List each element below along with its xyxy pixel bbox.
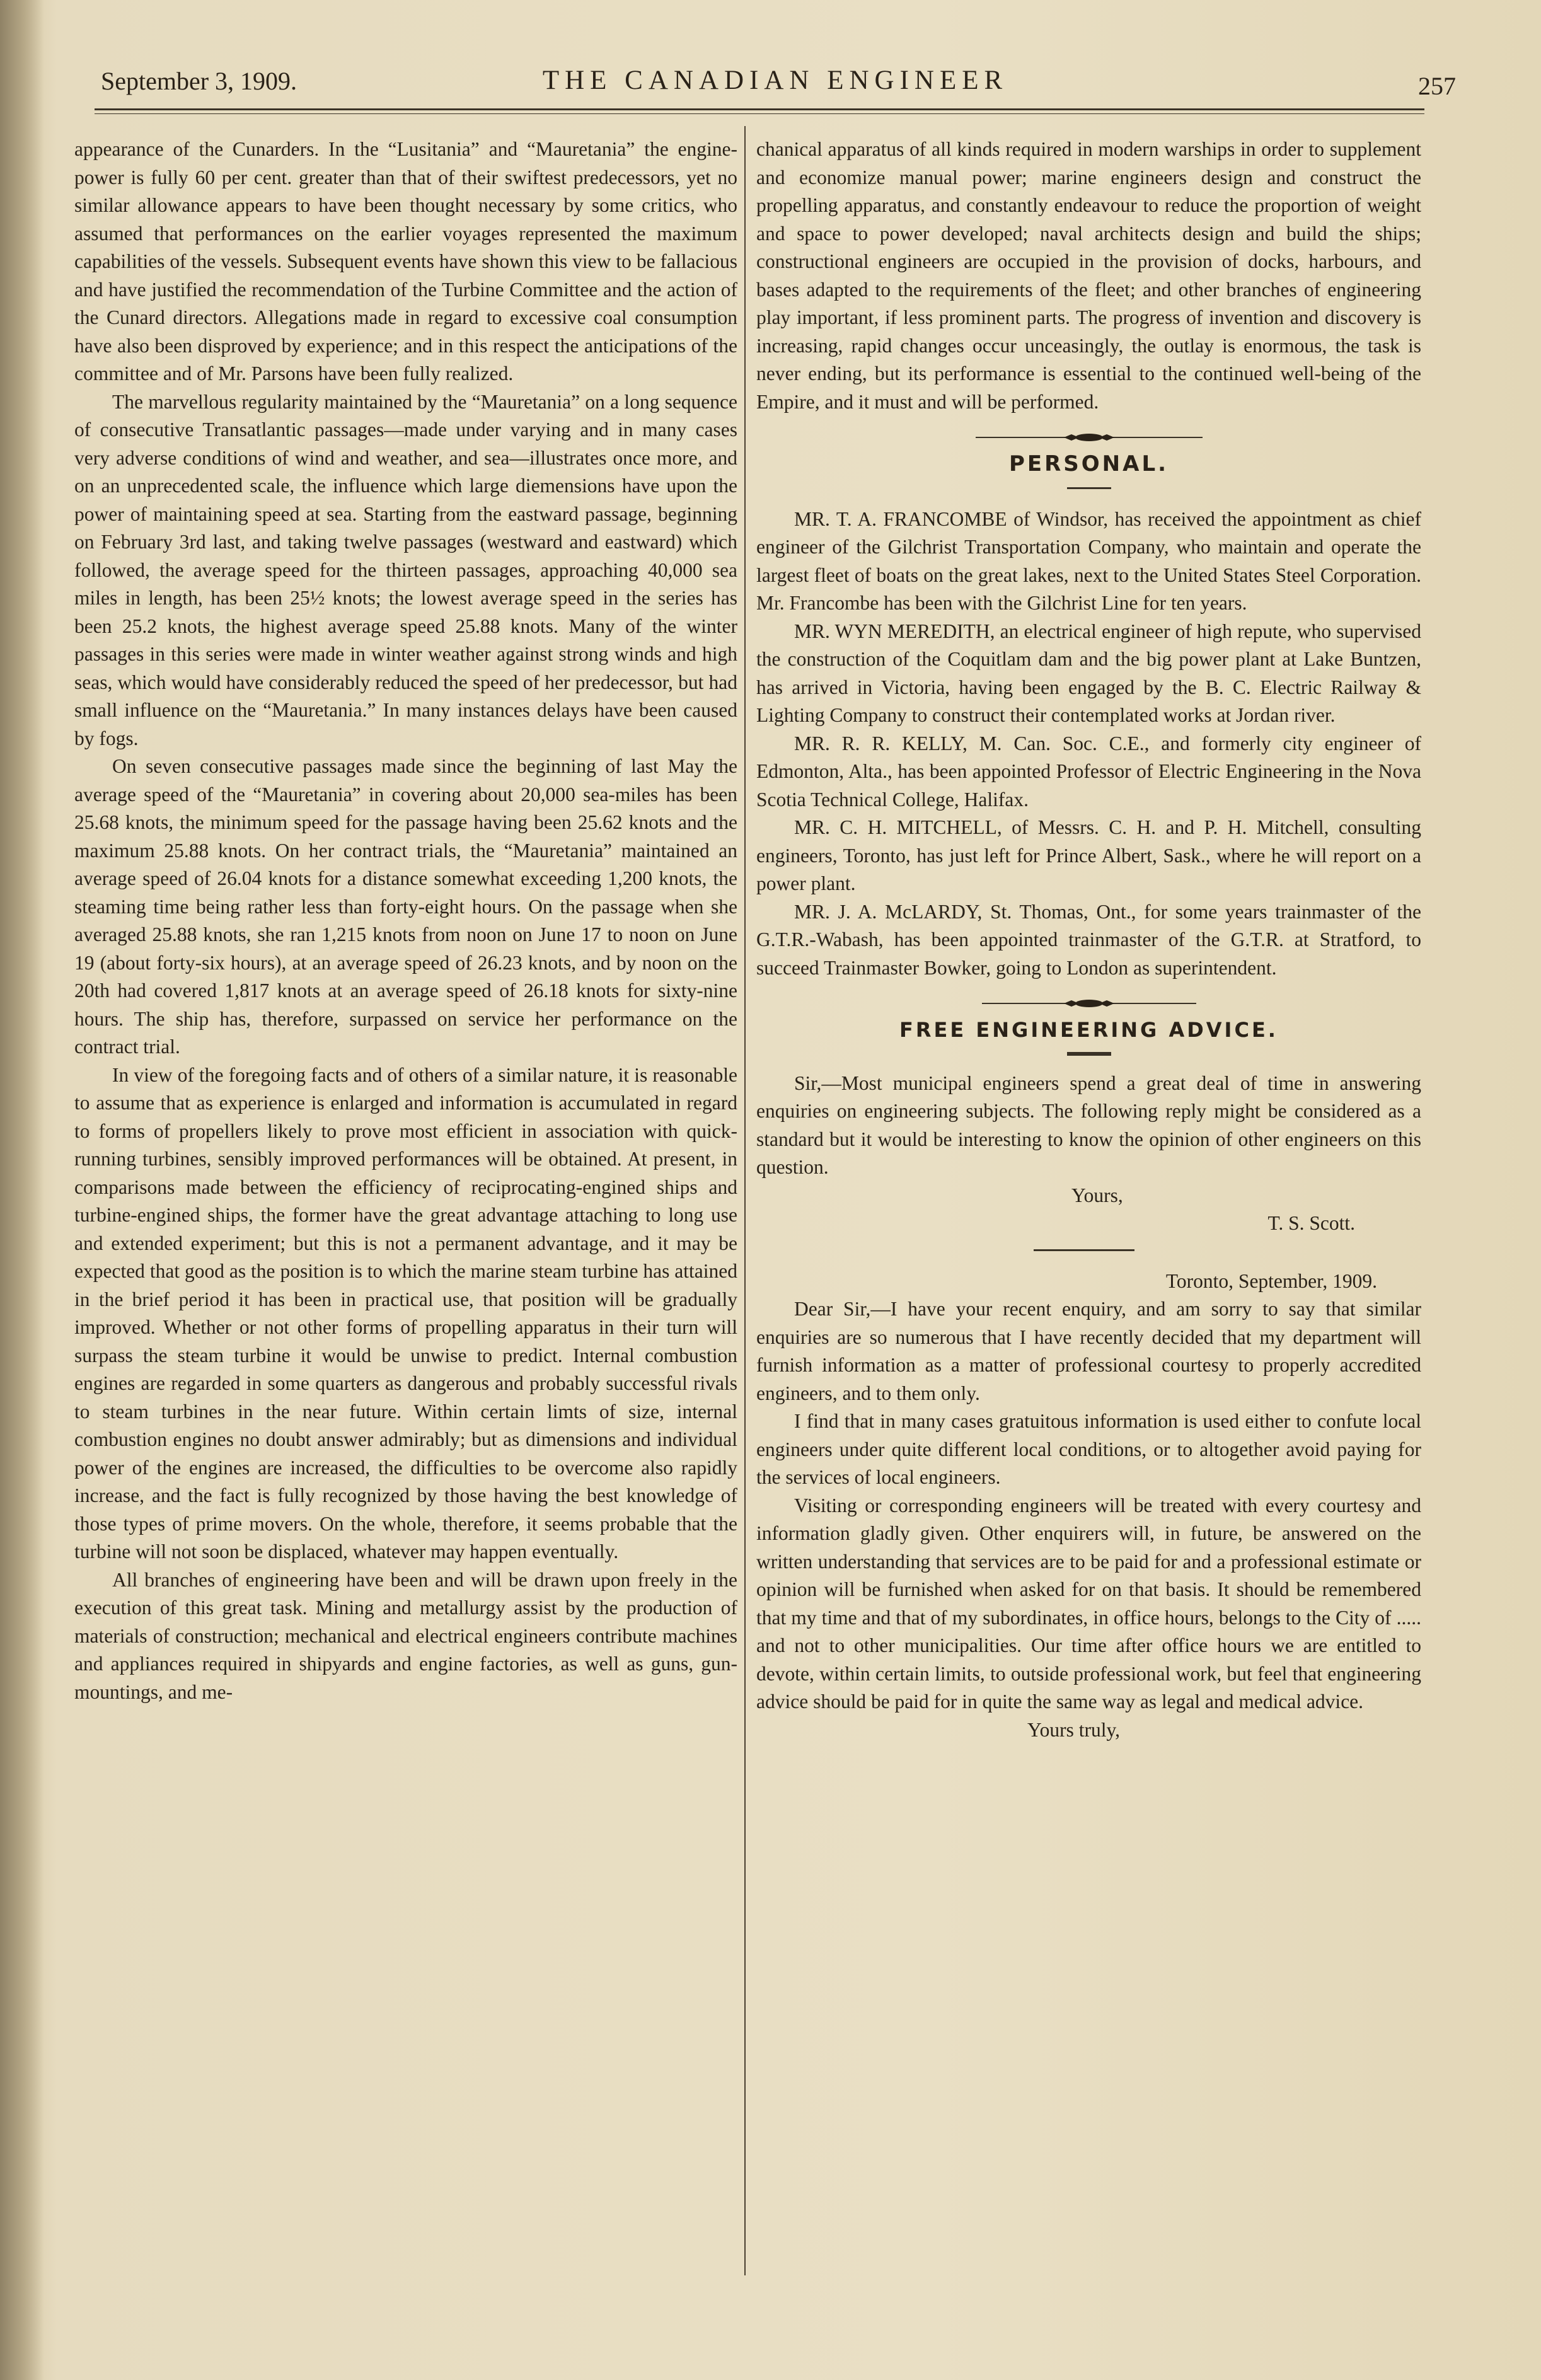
advice-signature: T. S. Scott. [1267,1212,1355,1234]
right-column [756,136,1421,1744]
left-paragraph-5: All branches of engineering have been and will be drawn upon freely in the execution of this great task. Mining and metallurgy assist by the production of materials of construction; mechanical and electrical engineers contribute machines and appliances required in shipyards and engine factories, as well as guns, gun-mountings, and me- [74,1568,737,1703]
letter-paragraph: Visiting or corresponding engineers will be treated with every courtesy and information gladly given. Other enquirers will, in future, be answered on the written understanding that services are to be paid for and a professional estimate or opinion will be furnished when asked for on that basis. It should be remembered that my time and that of my subordinates, in office hours, belongs to the City of ..... and not to other municipalities. Our time after office hours we are entitled to devote, within certain limits, to outside professional work, but feel that engineering advice should be paid for in quite the same way as legal and medical advice. [756,1494,1421,1713]
personal-heading-rule [1067,487,1111,489]
letter-paragraph: Dear Sir,—I have your recent enquiry, and am sorry to say that similar enquiries are so numerous that I have recently decided that my department will furnish information as a matter of professional courtesy to properly accredited engineers, and to them only. [756,1298,1421,1404]
column-divider [744,126,746,2275]
header-title: THE CANADIAN ENGINEER [542,66,1008,95]
advice-intro: Sir,—Most municipal engineers spend a great deal of time in answering enquiries on engineering subjects. The following reply might be considered as a standard but it would be interesting to know the opinion of other engineers on this question. [756,1072,1421,1178]
ornament-divider [982,997,1196,1010]
personal-item: MR. C. H. MITCHELL, of Messrs. C. H. and P. H. Mitchell, consulting engineers, Toronto, has just left for Prince Albert, Sask., where he will report on a power plant. [756,816,1421,894]
left-column [74,136,737,1706]
page-binding-shadow [0,0,44,2380]
left-paragraph-2: The marvellous regularity maintained by the “Mauretania” on a long sequence of consecutive Transatlantic passages—made under varying and in many cases very adverse conditions of wind and weather, and sea—illustrates once more, and on an unprecedented scale, the influence which large diemensions have upon the power of maintaining speed at sea. Starting from the eastward passage, beginning on February 3rd last, and taking twelve passages (westward and eastward) which followed, the average speed for the thirteen passages, approaching 40,000 sea miles in length, has been 25½ knots; the lowest average speed in the series has been 25.2 knots, the highest average speed 25.88 knots. Many of the winter passages in this series were made in winter weather against strong winds and high seas, which would have considerably reduced the speed of her predecessor, but had small influence on the “Mauretania.” In many instances delays have been caused by fogs. [74,390,737,749]
personal-item: MR. WYN MEREDITH, an electrical engineer of high repute, who supervised the construction of the Coquitlam dam and the big power plant at Lake Buntzen, has arrived in Victoria, having been engaged by the B. C. Electric Railway & Lighting Company to construct their contemplated works at Jordan river. [756,620,1421,726]
header-page-number: 257 [1418,72,1456,100]
advice-heading: FREE ENGINEERING ADVICE. [899,1018,1278,1042]
left-paragraph-1: appearance of the Cunarders. In the “Lusitania” and “Mauretania” the engine-power is fully 60 per cent. greater than that of their swiftest predecessors, yet no similar allowance appears to have been thought necessary by some critics, who assumed that performances on the earlier voyages represented the maximum capabilities of the vessels. Subsequent events have shown this view to be fallacious and have justified the recommendation of the Turbine Committee and the action of the Cunard directors. Allegations made in regard to excessive coal consumption have also been disproved by experience; and in this respect the anticipations of the committee and of Mr. Parsons have been fully realized. [74,138,737,384]
letter-closing: Yours truly, [1027,1718,1121,1741]
letter-paragraph: I find that in many cases gratuitous information is used either to confute local engineers under quite different local conditions, or to altogether avoid paying for the services of local engineers. [756,1410,1421,1488]
personal-item: MR. J. A. McLARDY, St. Thomas, Ont., for some years trainmaster of the G.T.R.-Wabash, has been appointed trainmaster of the G.T.R. at Stratford, to succeed Trainmaster Bowker, going to London as superintendent. [756,900,1421,979]
ornament-divider [976,431,1203,444]
header-rule-thin [95,113,1424,114]
personal-heading: PERSONAL. [1008,451,1169,477]
continuation-paragraph: chanical apparatus of all kinds required in modern warships in order to supplement and economize manual power; marine engineers design and construct the propelling apparatus, and constantly endeavour to reduce the proportion of weight and space to power developed; naval architects design and build the ships; constructional engineers are occupied in the provision of docks, harbours, and bases adapted to the requirements of the fleet; and other branches of engineering play important, if less prominent parts. The progress of invention and discovery is increasing, rapid changes occur unceasingly, the outlay is enormous, the task is never ending, but its performance is essential to the continued well-being of the Empire, and it must and will be performed. [756,138,1421,413]
letter-divider [1034,1249,1134,1251]
left-paragraph-3: On seven consecutive passages made since the beginning of last May the average speed of the “Mauretania” in covering about 20,000 sea-miles has been 25.68 knots, the minimum speed for the passage having been 25.62 knots and the maximum 25.88 knots. On her contract trials, the “Mauretania” maintained an average speed of 26.04 knots for a distance somewhat exceeding 1,200 knots, the steaming time being rather less than forty-eight hours. On the passage when she averaged 25.88 knots, she ran 1,215 knots from noon on June 17 to noon on June 19 (about forty-six hours), at an average speed of 26.23 knots, and by noon on the 20th had covered 1,817 knots at an average speed of 26.18 knots for sixty-nine hours. The ship has, therefore, surpassed on service her performance on the contract trial. [74,755,737,1058]
letter-dateline: Toronto, September, 1909. [1165,1269,1377,1292]
page-header [95,60,1456,104]
left-paragraph-4: In view of the foregoing facts and of others of a similar nature, it is reasonable to assume that as experience is enlarged and information is accumulated in regard to forms of propellers likely to prove most efficient in association with quick-running turbines, sensibly improved performances will be obtained. At present, in comparisons made between the efficiency of reciprocating-engined ships and turbine-engined ships, the former have the great advantage attaching to long use and extended experiment; but this is not a permanent advantage, and it may be expected that good as the position is to which the marine steam turbine has attained in the brief period it has been in practical use, that position will be gradually improved. Whether or not other forms of propelling apparatus in their turn will surpass the steam turbine it would be unwise to predict. Internal combustion engines are regarded in some quarters as dangerous and probably successful rivals to steam turbines in the near future. Within certain limts of size, internal combustion engines no doubt answer admirably; but as dimensions and individual power of the engines are increased, the difficulties to be overcome also rapidly increase, and the fact is fully recognized by those having the best knowledge of those types of prime movers. On the whole, therefore, it seems probable that the turbine will not soon be displaced, whatever may happen eventually. [74,1063,737,1563]
header-date: September 3, 1909. [101,67,297,95]
advice-heading-rule [1067,1052,1111,1056]
personal-item: MR. T. A. FRANCOMBE of Windsor, has received the appointment as chief engineer of the Gilchrist Transportation Company, who maintain and operate the largest fleet of boats on the great lakes, next to the United States Steel Corporation. Mr. Francombe has been with the Gilchrist Line for ten years. [756,507,1421,614]
personal-item: MR. R. R. KELLY, M. Can. Soc. C.E., and formerly city engineer of Edmonton, Alta., has been appointed Professor of Electric Engineering in the Nova Scotia Technical College, Halifax. [756,732,1421,811]
advice-yours: Yours, [1071,1184,1123,1206]
header-rule [95,108,1424,110]
